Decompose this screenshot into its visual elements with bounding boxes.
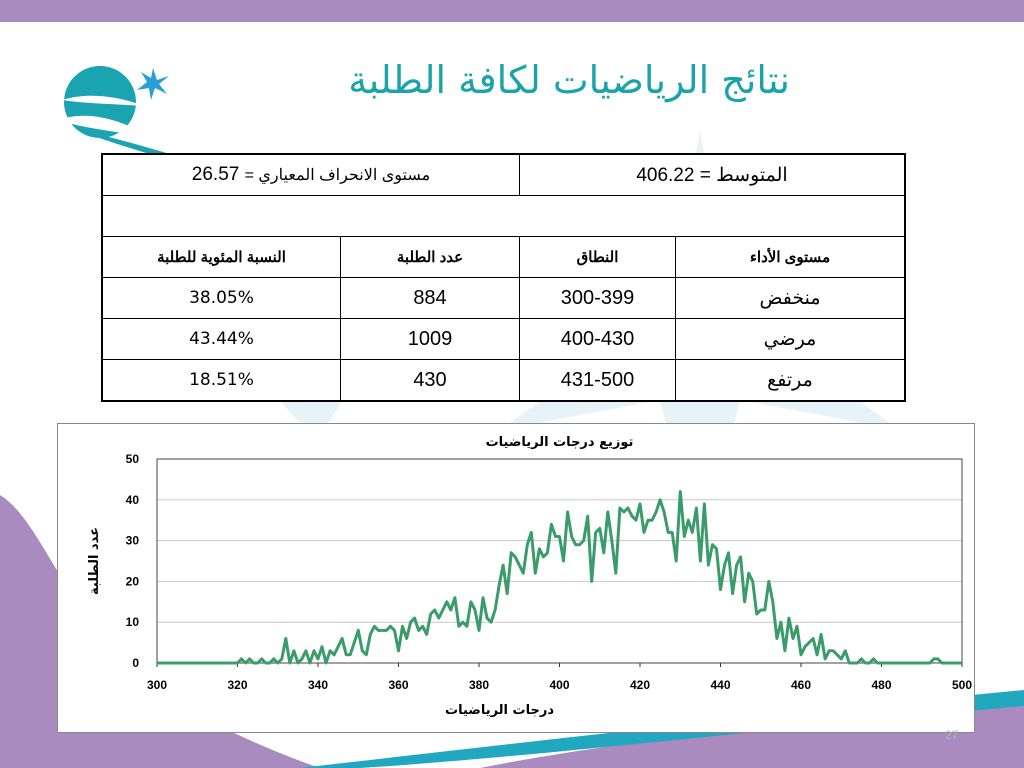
x-tick-label: 360 xyxy=(388,678,409,692)
y-tick-label: 20 xyxy=(125,574,139,589)
spacer-cell xyxy=(102,196,905,237)
mean-cell xyxy=(520,154,906,196)
top-band xyxy=(0,0,1024,22)
x-tick-label: 320 xyxy=(227,678,248,692)
score-distribution-chart xyxy=(58,424,974,732)
series-line-student-count xyxy=(157,492,962,663)
mean-value: 406.22 xyxy=(636,164,695,186)
page-title: نتائج الرياضيات لكافة الطلبة xyxy=(348,58,790,102)
x-tick-label: 440 xyxy=(710,678,731,692)
chart-title: توزيع درجات الرياضيات xyxy=(485,435,634,450)
header-range: النطاق xyxy=(520,237,676,278)
results-table xyxy=(101,153,906,402)
range-cell: 300-399 xyxy=(520,278,676,319)
plot-frame xyxy=(157,459,962,663)
y-tick-label: 0 xyxy=(132,656,139,670)
count-cell: 430 xyxy=(341,360,520,402)
std-label: مستوى الانحراف المعياري = xyxy=(244,167,431,184)
range-cell: 431-500 xyxy=(520,360,676,402)
slide-number: 27 xyxy=(945,728,959,742)
header-row xyxy=(102,237,905,278)
y-tick-label: 30 xyxy=(125,533,139,548)
logo-icon xyxy=(48,60,178,160)
x-axis-label: درجات الرياضيات xyxy=(445,703,554,718)
level-cell: مرتفع xyxy=(676,360,906,402)
header-student-count: عدد الطلبة xyxy=(341,237,520,278)
y-tick-label: 10 xyxy=(125,615,139,630)
x-tick-label: 420 xyxy=(629,678,651,692)
range-cell: 400-430 xyxy=(520,319,676,360)
y-tick-label: 40 xyxy=(125,492,139,507)
x-tick-label: 340 xyxy=(307,678,329,692)
table-row xyxy=(102,319,905,360)
count-cell: 884 xyxy=(341,278,520,319)
level-cell: مرضي xyxy=(676,319,906,360)
x-tick-label: 300 xyxy=(146,678,168,692)
x-tick-label: 500 xyxy=(951,678,973,692)
y-axis-label: عدد الطلبة xyxy=(87,526,102,596)
percent-cell: 43.44% xyxy=(102,319,341,360)
mean-label: المتوسط = xyxy=(699,164,788,186)
std-value: 26.57 xyxy=(191,164,240,185)
header-performance-level: مستوى الأداء xyxy=(676,237,906,278)
x-tick-label: 480 xyxy=(871,678,892,692)
header-percentage: النسبة المئوية للطلبة xyxy=(102,237,341,278)
percent-cell: 18.51% xyxy=(102,360,341,402)
chart-container xyxy=(57,423,975,733)
count-cell: 1009 xyxy=(341,319,520,360)
table-row xyxy=(102,278,905,319)
table-row xyxy=(102,360,905,402)
y-tick-label: 50 xyxy=(125,452,139,466)
percent-cell: 38.05% xyxy=(102,278,341,319)
spacer-row xyxy=(102,196,905,237)
x-tick-label: 460 xyxy=(790,678,812,692)
level-cell: منخفض xyxy=(676,278,906,319)
x-tick-label: 400 xyxy=(549,678,570,692)
summary-row xyxy=(102,154,905,196)
x-tick-label: 380 xyxy=(468,678,490,692)
std-cell xyxy=(102,154,520,196)
